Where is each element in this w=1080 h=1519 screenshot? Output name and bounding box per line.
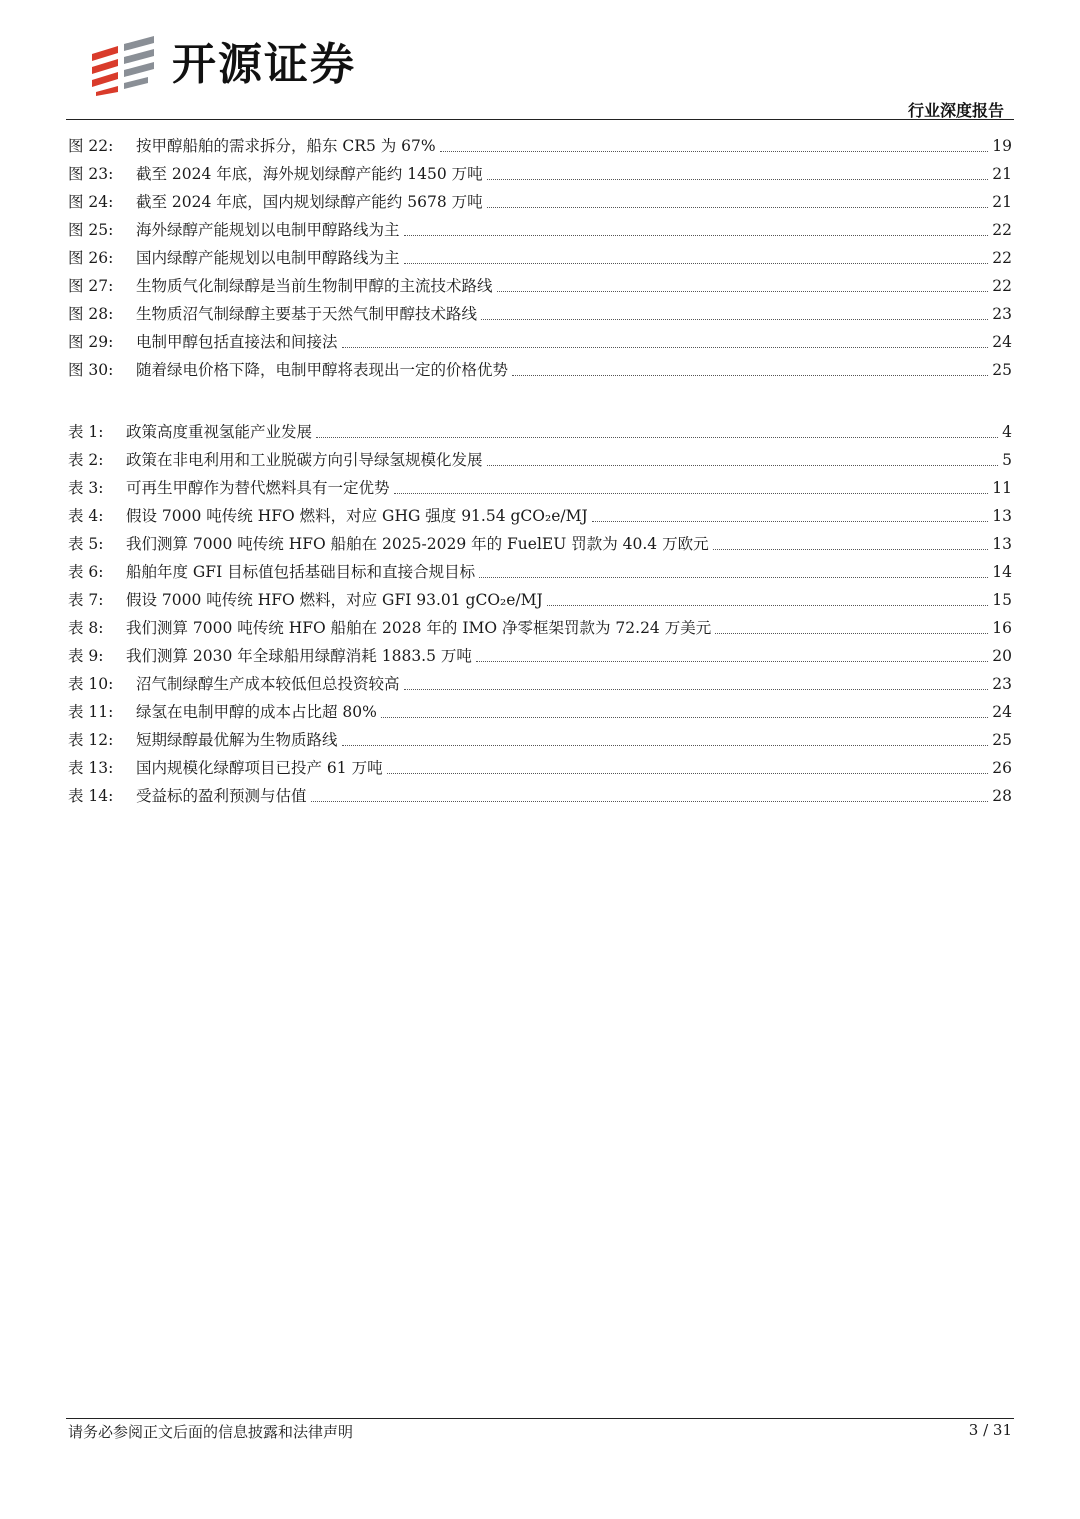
footer-divider	[66, 1418, 1014, 1419]
dot-leader	[547, 605, 989, 606]
entry-page: 23	[992, 675, 1012, 693]
entry-page: 16	[992, 619, 1012, 637]
entry-title: 沼气制绿醇生产成本较低但总投资较高	[136, 675, 400, 693]
toc-entry[interactable]	[68, 530, 1012, 558]
entry-page: 13	[992, 507, 1012, 525]
dot-leader	[440, 151, 989, 152]
entry-title: 受益标的盈利预测与估值	[136, 787, 307, 805]
entry-title: 海外绿醇产能规划以电制甲醇路线为主	[136, 221, 400, 239]
entry-number: 图 27:	[68, 277, 114, 295]
dot-leader	[715, 633, 988, 634]
toc-entry[interactable]	[68, 670, 1012, 698]
entry-number: 表 14:	[68, 787, 114, 805]
entry-number: 图 22:	[68, 137, 114, 155]
dot-leader	[394, 493, 989, 494]
entry-number: 表 6:	[68, 563, 104, 581]
entry-title: 可再生甲醇作为替代燃料具有一定优势	[126, 479, 390, 497]
toc-entry[interactable]	[68, 754, 1012, 782]
entry-number: 图 30:	[68, 361, 114, 379]
entry-page: 24	[992, 333, 1012, 351]
entry-number: 图 28:	[68, 305, 114, 323]
table-list	[68, 418, 1012, 810]
entry-number: 表 12:	[68, 731, 114, 749]
entry-number: 表 5:	[68, 535, 104, 553]
dot-leader	[592, 521, 989, 522]
entry-number: 表 8:	[68, 619, 104, 637]
entry-title: 我们测算 7000 吨传统 HFO 船舶在 2028 年的 IMO 净零框架罚款为 72.24 万美元	[126, 619, 712, 637]
company-logo	[88, 30, 356, 100]
toc-entry[interactable]	[68, 782, 1012, 810]
toc-entry[interactable]	[68, 216, 1012, 244]
toc-entry[interactable]	[68, 558, 1012, 586]
dot-leader	[404, 235, 989, 236]
dot-leader	[404, 689, 989, 690]
toc-entry[interactable]	[68, 474, 1012, 502]
toc-entry[interactable]	[68, 726, 1012, 754]
entry-title: 国内规模化绿醇项目已投产 61 万吨	[136, 759, 383, 777]
entry-title: 假设 7000 吨传统 HFO 燃料，对应 GHG 强度 91.54 gCO₂e/MJ	[126, 507, 588, 525]
dot-leader	[487, 179, 989, 180]
dot-leader	[404, 263, 989, 264]
entry-page: 21	[992, 193, 1012, 211]
entry-title: 生物质沼气制绿醇主要基于天然气制甲醇技术路线	[136, 305, 478, 323]
dot-leader	[342, 347, 989, 348]
toc-entry[interactable]	[68, 328, 1012, 356]
entry-page: 25	[992, 361, 1012, 379]
entry-number: 表 10:	[68, 675, 114, 693]
entry-number: 表 13:	[68, 759, 114, 777]
entry-number: 表 9:	[68, 647, 104, 665]
entry-title: 我们测算 7000 吨传统 HFO 船舶在 2025-2029 年的 FuelEU 罚款为 40.4 万欧元	[126, 535, 709, 553]
dot-leader	[387, 773, 989, 774]
entry-title: 政策在非电利用和工业脱碳方向引导绿氢规模化发展	[126, 451, 483, 469]
entry-page: 13	[992, 535, 1012, 553]
dot-leader	[487, 465, 999, 466]
entry-title: 船舶年度 GFI 目标值包括基础目标和直接合规目标	[126, 563, 476, 581]
entry-number: 图 29:	[68, 333, 114, 351]
entry-page: 23	[992, 305, 1012, 323]
header-divider	[66, 119, 1014, 120]
entry-number: 表 11:	[68, 703, 114, 721]
toc-entry[interactable]	[68, 356, 1012, 384]
toc-entry[interactable]	[68, 188, 1012, 216]
entry-number: 表 2:	[68, 451, 104, 469]
entry-number: 图 25:	[68, 221, 114, 239]
entry-number: 表 3:	[68, 479, 104, 497]
toc-entry[interactable]	[68, 586, 1012, 614]
entry-page: 15	[992, 591, 1012, 609]
toc-entry[interactable]	[68, 132, 1012, 160]
dot-leader	[481, 319, 988, 320]
toc-entry[interactable]	[68, 160, 1012, 188]
entry-title: 截至 2024 年底，国内规划绿醇产能约 5678 万吨	[136, 193, 483, 211]
entry-title: 假设 7000 吨传统 HFO 燃料，对应 GFI 93.01 gCO₂e/MJ	[126, 591, 543, 609]
toc-entry[interactable]	[68, 446, 1012, 474]
dot-leader	[512, 375, 988, 376]
entry-title: 随着绿电价格下降，电制甲醇将表现出一定的价格优势	[136, 361, 509, 379]
toc-entry[interactable]	[68, 300, 1012, 328]
entry-page: 22	[992, 221, 1012, 239]
entry-title: 电制甲醇包括直接法和间接法	[136, 333, 338, 351]
entry-page: 14	[992, 563, 1012, 581]
kaiyuan-logo-icon	[88, 34, 158, 96]
figure-list	[68, 132, 1012, 384]
page-number: 3 / 31	[968, 1421, 1012, 1439]
entry-page: 4	[1002, 423, 1012, 441]
entry-number: 图 23:	[68, 165, 114, 183]
entry-page: 22	[992, 277, 1012, 295]
entry-page: 26	[992, 759, 1012, 777]
entry-page: 25	[992, 731, 1012, 749]
entry-title: 短期绿醇最优解为生物质路线	[136, 731, 338, 749]
dot-leader	[381, 717, 988, 718]
entry-page: 5	[1002, 451, 1012, 469]
legal-disclaimer: 请务必参阅正文后面的信息披露和法律声明	[68, 1423, 354, 1441]
entry-title: 我们测算 2030 年全球船用绿醇消耗 1883.5 万吨	[126, 647, 472, 665]
entry-number: 表 4:	[68, 507, 104, 525]
dot-leader	[342, 745, 989, 746]
entry-page: 24	[992, 703, 1012, 721]
entry-number: 表 7:	[68, 591, 104, 609]
entry-page: 28	[992, 787, 1012, 805]
dot-leader	[316, 437, 998, 438]
entry-title: 政策高度重视氢能产业发展	[126, 423, 313, 441]
dot-leader	[713, 549, 989, 550]
entry-title: 绿氢在电制甲醇的成本占比超 80%	[136, 703, 377, 721]
entry-title: 按甲醇船舶的需求拆分，船东 CR5 为 67%	[136, 137, 436, 155]
entry-number: 图 26:	[68, 249, 114, 267]
entry-page: 22	[992, 249, 1012, 267]
dot-leader	[487, 207, 989, 208]
dot-leader	[311, 801, 989, 802]
entry-number: 图 24:	[68, 193, 114, 211]
entry-page: 19	[992, 137, 1012, 155]
toc-entry[interactable]	[68, 418, 1012, 446]
dot-leader	[476, 661, 988, 662]
entry-page: 11	[992, 479, 1012, 497]
entry-title: 国内绿醇产能规划以电制甲醇路线为主	[136, 249, 400, 267]
toc-entry[interactable]	[68, 244, 1012, 272]
company-name: 开源证券	[172, 39, 356, 90]
toc-entry[interactable]	[68, 502, 1012, 530]
toc-entry[interactable]	[68, 642, 1012, 670]
entry-number: 表 1:	[68, 423, 104, 441]
entry-title: 截至 2024 年底，海外规划绿醇产能约 1450 万吨	[136, 165, 483, 183]
report-type-label: 行业深度报告	[907, 101, 1004, 120]
toc-entry[interactable]	[68, 614, 1012, 642]
entry-page: 21	[992, 165, 1012, 183]
dot-leader	[479, 577, 988, 578]
entry-title: 生物质气化制绿醇是当前生物制甲醇的主流技术路线	[136, 277, 493, 295]
toc-entry[interactable]	[68, 698, 1012, 726]
dot-leader	[497, 291, 989, 292]
entry-page: 20	[992, 647, 1012, 665]
toc-entry[interactable]	[68, 272, 1012, 300]
